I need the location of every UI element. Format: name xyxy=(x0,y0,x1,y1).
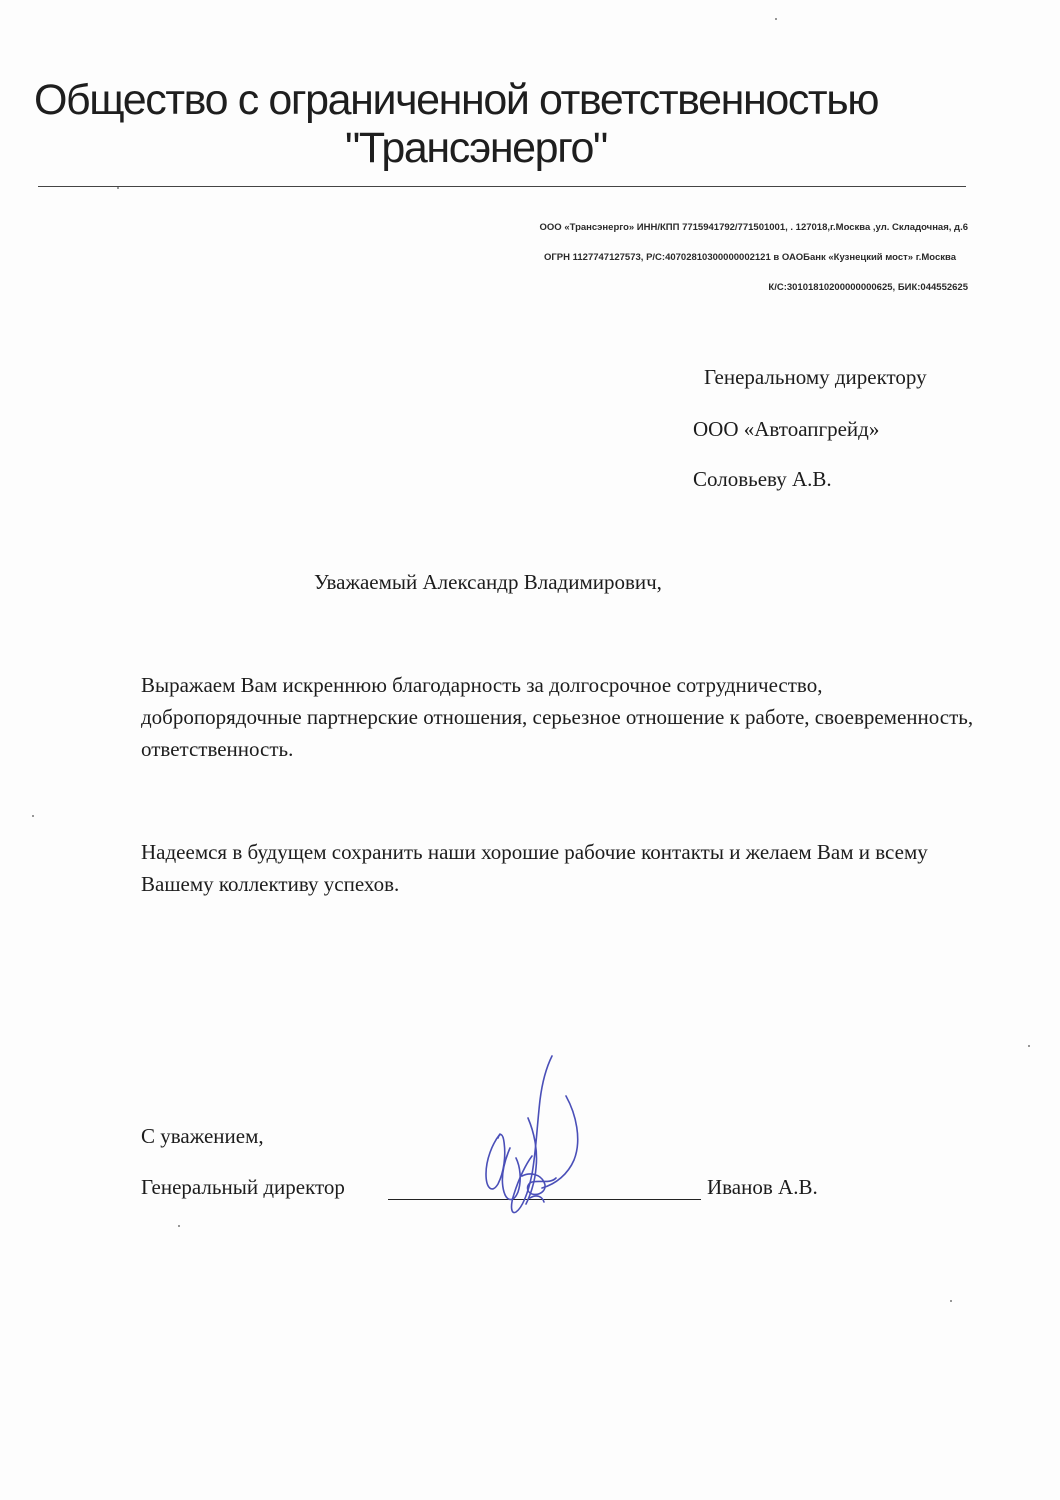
addressee-name: Соловьеву А.В. xyxy=(693,467,832,491)
requisites-line3: К/С:30101810200000000625, БИК:044552625 xyxy=(768,282,968,293)
signer-name: Иванов А.В. xyxy=(707,1175,818,1199)
signoff-title: Генеральный директор xyxy=(141,1175,345,1199)
letterhead-divider xyxy=(38,186,966,187)
handwritten-signature xyxy=(470,1048,600,1223)
scan-speck xyxy=(117,187,119,189)
company-title-line2: "Трансэнерго" xyxy=(345,124,607,172)
company-title-line1: Общество с ограниченной ответственностью xyxy=(34,76,879,124)
requisites-line2: ОГРН 1127747127573, Р/С:40702810300000002121 в ОАОБанк «Кузнецкий мост» г.Москва xyxy=(544,252,956,263)
company-title xyxy=(34,76,954,172)
scan-speck xyxy=(32,815,34,817)
letter-paragraph-wishes: Надеемся в будущем сохранить наши хорошие рабочие контакты и желаем Вам и всему Вашему коллективу успехов. xyxy=(141,840,928,896)
scan-speck xyxy=(950,1300,952,1302)
requisites-line1: ООО «Трансэнерго» ИНН/КПП 7715941792/771501001, . 127018,г.Москва ,ул. Складочная, д.6 xyxy=(539,222,968,233)
letter-closing: С уважением, xyxy=(141,1124,264,1148)
letter-paragraph-gratitude: Выражаем Вам искреннюю благодарность за долгосрочное сотрудничество, добропорядочные партнерские отношения, серьезное отношение к работе, своевременность, ответственность. xyxy=(141,673,974,761)
addressee-position: Генеральному директору xyxy=(704,365,927,389)
letter-greeting: Уважаемый Александр Владимирович, xyxy=(314,570,662,594)
scan-speck xyxy=(1028,1045,1030,1047)
scan-speck xyxy=(775,18,777,20)
scan-speck xyxy=(178,1225,180,1227)
addressee-company: ООО «Автоапгрейд» xyxy=(693,417,880,441)
